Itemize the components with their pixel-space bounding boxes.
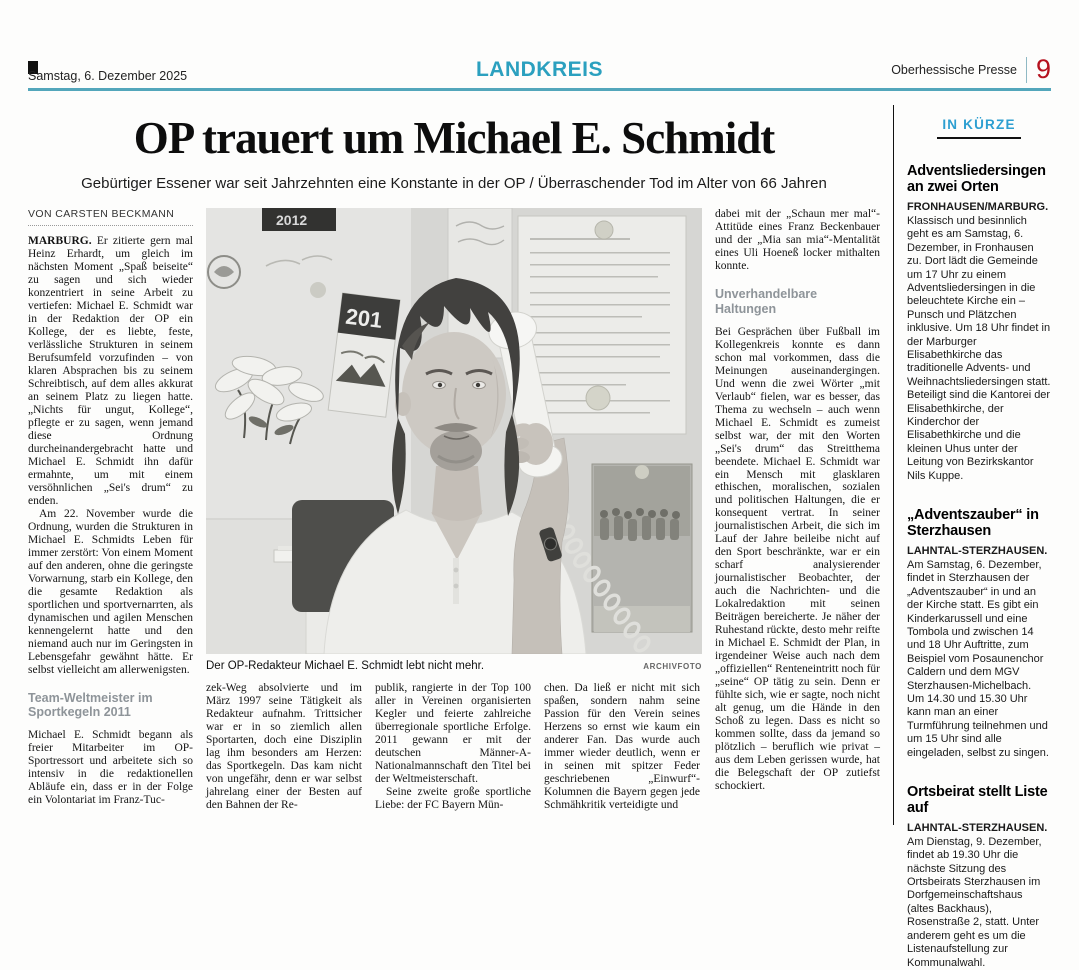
dateline: MARBURG.: [28, 235, 92, 248]
byline: VON CARSTEN BECKMANN: [28, 208, 193, 226]
photo-credit: ARCHIVFOTO: [643, 662, 702, 672]
sidebar-item-location: LAHNTAL-STERZHAUSEN.: [907, 545, 1048, 558]
paragraph: publik, rangierte in der Top 100 aller in Vereinen organisierten Kegler und feierte zahlreiche überregionale sportliche Erfolge. 2011 gewann er mit der deutschen Männer-A-Nationalmannschaft den Titel bei der Weltmeisterschaft.: [375, 682, 531, 786]
sidebar-item-headline: „Adventszauber“ in Sterzhausen: [907, 507, 1039, 540]
sidebar-item-text: Am Dienstag, 9. Dezember, findet ab 19.30 Uhr die nächste Sitzung des Ortsbeirats Sterzhausen im Dorfgemeinschaftshaus (altes Backhaus), Rosenstraße 2, statt. Unter anderem geht es um die Listenaufstellung zur Kommunalwahl.: [907, 835, 1042, 969]
sidebar-item-headline: Adventsliedersingen an zwei Orten: [907, 163, 1046, 196]
sidebar-item-headline: Ortsbeirat stellt Liste auf: [907, 783, 1048, 817]
newspaper-brand: Oberhessische Presse: [891, 62, 1017, 77]
sidebar-item-adventsliedersingen: [907, 163, 1051, 483]
article-headline: OP trauert um Michael E. Schmidt: [133, 113, 775, 163]
sidebar-item-text: Am Samstag, 6. Dezember, findet in Sterzhausen der „Adventszauber“ in und an der Kirche statt. Es gibt ein Kinderkarussell und eine Tombola und zwischen 14 und 18 Uhr Auftritte, zum Beispiel vom Posaunenchor Caldern und dem MGV Sterzhausen-Michelbach. Um 14.30 und 15.30 Uhr kann man an einer Turmführung teilnehmen und um 15 Uhr sind alle eingeladen, selbst zu singen.: [907, 558, 1049, 759]
article-center-block: [206, 208, 702, 812]
article-column-2: [206, 682, 362, 812]
crosshead-team-weltmeister: Team-Weltmeister im Sportkegeln 2011: [28, 690, 153, 720]
issue-date: Samstag, 6. Dezember 2025: [28, 69, 188, 83]
sidebar-title-rule: [937, 137, 1021, 139]
paragraph: zek-Weg absolvierte und im März 1997 seine Tätigkeit als Redakteur aufnahm. Trittsicher war er in so ziemlich allen Sportarten, doch eine Disziplin lag ihm besonders am Herzen: das Sportkegeln. Das kam nicht von ungefähr, denn er war selbst jahrelang einer der Besten auf den Bahnen der Re-: [206, 682, 362, 812]
in-kuerze-sidebar: [894, 105, 1051, 969]
sidebar-item-text: Klassisch und besinnlich geht es am Samstag, 6. Dezember, in Fronhausen zu. Dort lädt die Gemeinde um 17 Uhr zu einem Adventsliedersingen in die beleuchtete Kirche ein – Punsch und Plätzchen inklusive. Um 18 Uhr findet in der Marburger Elisabethkirche das traditionelle Advents- und Weihnachtsliedersingen statt. Beteiligt sind die Kantorei der Elisabethkirche, der Kinderchor der Elisabethkirche und die kleinen Uhus unter der Leitung von Bezirkskantor Nils Kuppe.: [907, 214, 1051, 482]
paragraph: chen. Da ließ er nicht mit sich spaßen, sondern nahm seine Passion für den Verein seines Herzens so ernst wie kaum ein anderer Fan. Das wurde auch immer wieder deutlich, wenn er in seinen mit spitzer Feder geschriebenen „Einwurf“-Kolumnen die Bayern gegen jede Schmähkritik verteidigte und: [544, 682, 700, 812]
photo-caption-row: [206, 660, 702, 672]
svg-text:2012: 2012: [276, 212, 308, 229]
article-column-5: [715, 208, 880, 812]
paragraph: Am 22. November wurde die Ordnung, wurden die Strukturen in Michael E. Schmidts Leben für immer zerstört: Von einem Moment auf den anderen, ohne die geringste Vorwarnung, starb ein Kollege, den die gesamte Redaktion als sportlichen und sportvernarrten, als dynamischen und agilen Menschen kennengelernt hatte und den niemand auch nur im Geringsten in Lebensgefahr gewähnt hätte. Er selbst vielleicht am allerwenigsten.: [28, 507, 193, 676]
sidebar-item-body: [907, 545, 1051, 760]
sidebar-item-body: [907, 201, 1051, 483]
article-column-3: [375, 682, 531, 812]
newspaper-page: [0, 54, 1079, 969]
sidebar-item-location: LAHNTAL-STERZHAUSEN.: [907, 822, 1048, 835]
section-title: LANDKREIS: [475, 58, 603, 81]
obituary-article: [28, 105, 880, 825]
page-header: [28, 56, 1051, 91]
sidebar-item-body: [907, 822, 1051, 969]
archive-photo: [206, 208, 702, 654]
paragraph: Bei Gesprächen über Fußball im Kollegenkreis konnte es dann schon mal vorkommen, dass die Meinungen auseinandergingen. Und wenn die zwei Wörter „mit Verlaub“ fielen, war es besser, das Thema zu wechseln – auch wenn Michael E. Schmidt es zumeist selbst war, der mit den Worten „Sei's drum“ das Streitthema beendete. Michael E. Schmidt war ein Mensch mit glasklaren ethischen, moralischen, sozialen und politischen Haltungen, die er konsequent vertrat. In seiner journalistischen Arbeit, die sich im Lauf der Jahre beileibe nicht auf den Sport beschränkte, war er ein scharf analysierender journalistischer Beobachter, der auch die Nachrichten- und die Lokalredaktion mit seinen Beiträgen bereicherte. Je näher der Ruhestand rückte, desto mehr reifte in Michael E. Schmidt der Plan, in irgendeiner Weise auch nach dem „offiziellen“ Renteneintritt noch für „seine“ OP tätig zu sein. Denn er fühlte sich, wie er sagte, noch nicht alt genug, um die Hände in den Schoß zu legen. Dass es nicht so kommen sollte, dass da jemand so plötzlich – beruflich wie privat – aus dem Leben gerissen wurde, hat die Belegschaft der OP zutiefst schockiert.: [715, 325, 880, 793]
article-column-4: [544, 682, 700, 812]
sidebar-item-ortsbeirat: [907, 784, 1051, 970]
paragraph: Michael E. Schmidt begann als freier Mitarbeiter im OP-Sportressort und arbeitete sich so intensiv in die redaktionellen Abläufe ein, dass er in der Folge ein Volontariat im Franz-Tuc-: [28, 729, 193, 807]
paragraph: Seine zweite große sportliche Liebe: der FC Bayern Mün-: [375, 786, 531, 812]
svg-text:201: 201: [344, 303, 384, 334]
sidebar-item-adventszauber: [907, 507, 1051, 760]
photo-caption: Der OP-Redakteur Michael E. Schmidt lebt nicht mehr.: [206, 660, 485, 673]
article-column-1: [28, 208, 193, 812]
paragraph: [28, 235, 193, 508]
sidebar-item-location: FRONHAUSEN/MARBURG.: [907, 201, 1049, 214]
page-number: 9: [1035, 54, 1051, 84]
paragraph-text: Er zitierte gern mal Heinz Erhardt, um gleich im nächsten Moment „Spaß beiseite“ zu sagen und sich wieder konzentriert in seine Arbeit zu vertiefen: Michael E. Schmidt war in der Redaktion der OP ein Kollege, der es liebte, feste, verlässliche Strukturen in seinem Berufsumfeld vorzufinden – von klaren Absprachen bis zu seinem Schreibtisch, auf dem alles akkurat an seinem Platz zu liegen hatte. „Nichts für ungut, Kollege“, pflegte er zu sagen, wenn jemand diese Ordnung durcheinandergebracht hatte und Michael E. Schmidt ihn dafür ermahnte, um mit einem versöhnlichen „Sei's drum“ zu enden.: [28, 235, 193, 507]
paragraph: dabei mit der „Schaun mer mal“-Attitüde eines Franz Beckenbauer und der „Mia san mia“-Mentalität eines Uli Hoeneß locker mithalten konnte.: [715, 208, 880, 273]
portrait-photo-illustration: [206, 208, 702, 654]
article-subheadline: Gebürtiger Essener war seit Jahrzehnten eine Konstante in der OP / Überraschender Tod im Alter von 66 Jahren: [81, 175, 827, 193]
sidebar-title: IN KÜRZE: [942, 117, 1016, 132]
crosshead-unverhandelbare-haltungen: Unverhandelbare Haltungen: [715, 287, 818, 316]
